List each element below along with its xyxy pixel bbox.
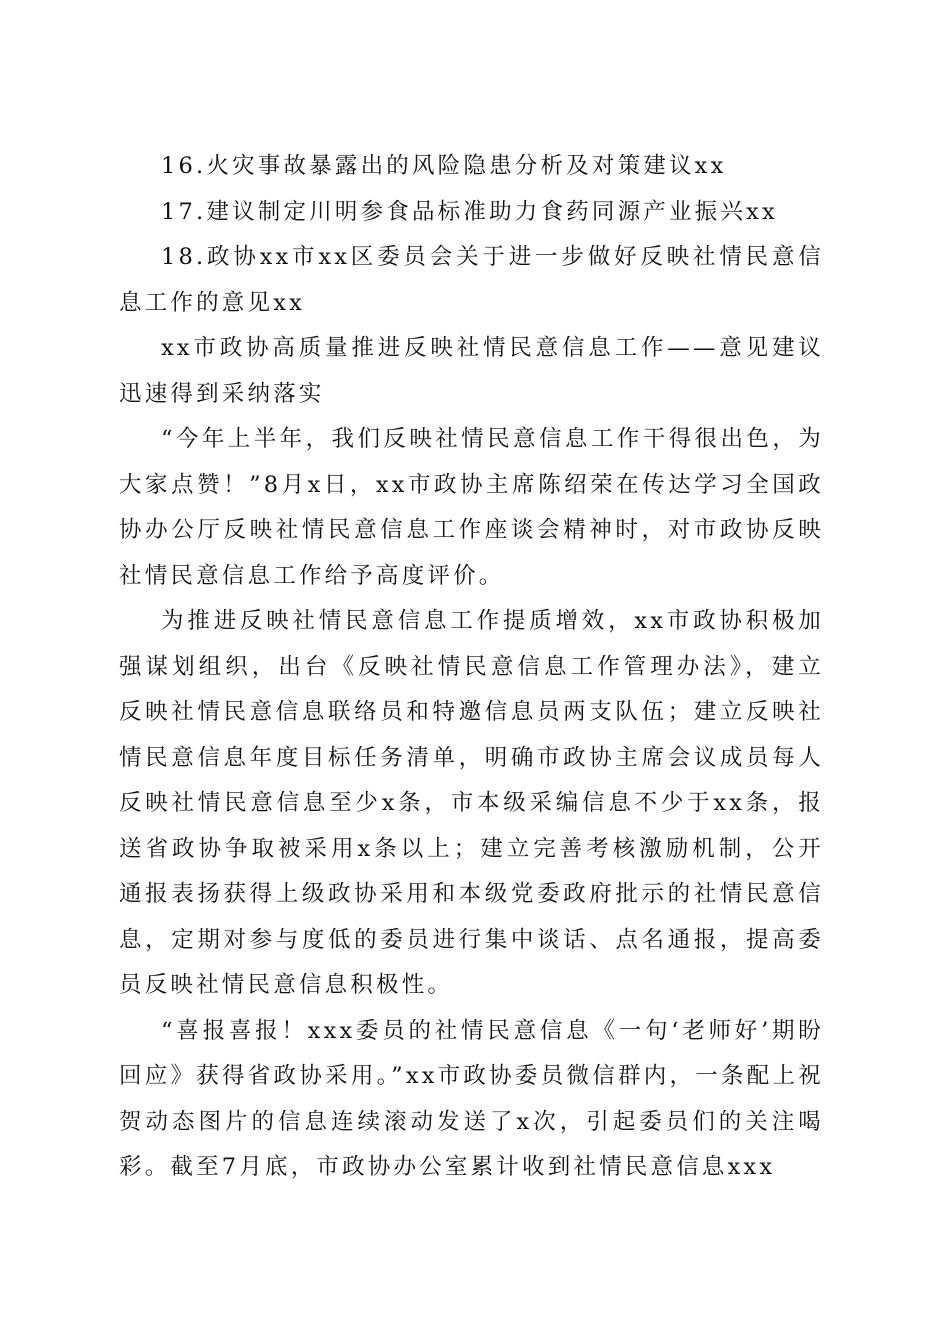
paragraph-item-16: 16.火灾事故暴露出的风险隐患分析及对策建议xx (161, 153, 727, 179)
paragraph-quote-wechat: “喜报喜报！xxx委员的社情民意信息《一句‘老师好’期盼回应》获得省政协采用。”xx市政协委员微信群内，一条配上祝贺动态图片的信息连续滚动发送了x次，引起委员们的关注喝彩。截至7月底，市政协办公室累计收到社情民意信息xxx (119, 1017, 824, 1180)
document-body (119, 144, 824, 1191)
paragraph-item-18: 18.政协xx市xx区委员会关于进一步做好反映社情民意信息工作的意见xx (119, 244, 824, 316)
paragraph-item-17: 17.建议制定川明参食品标准助力食药同源产业振兴xx (161, 198, 778, 225)
article-title: xx市政协高质量推进反映社情民意信息工作——意见建议迅速得到采纳落实 (119, 335, 824, 407)
paragraph-measures: 为推进反映社情民意信息工作提质增效，xx市政协积极加强谋划组织，出台《反映社情民意信息工作管理办法》，建立反映社情民意信息联络员和特邀信息员两支队伍；建立反映社情民意信息年度目标任务清单，明确市政协主席会议成员每人反映社情民意信息至少x条，市本级采编信息不少于xx条，报送省政协争取被采用x条以上；建立完善考核激励机制，公开通报表扬获得上级政协采用和本级党委政府批示的社情民意信息，定期对参与度低的委员进行集中谈话、点名通报，提高委员反映社情民意信息积极性。 (119, 608, 824, 998)
paragraph-quote-opening: “今年上半年，我们反映社情民意信息工作干得很出色，为大家点赞！”8月x日，xx市政协主席陈绍荣在传达学习全国政协办公厅反映社情民意信息工作座谈会精神时，对市政协反映社情民意信息工作给予高度评价。 (119, 426, 824, 589)
